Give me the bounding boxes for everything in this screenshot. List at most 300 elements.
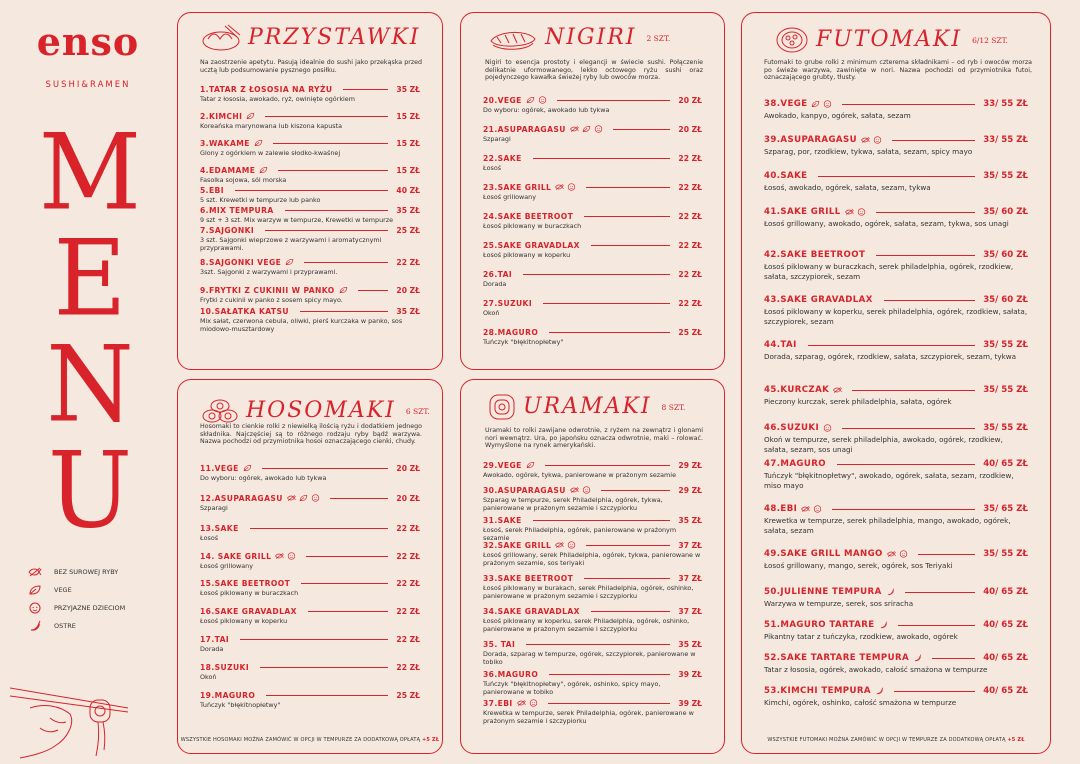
item-name: 5.EBI	[200, 185, 224, 195]
menu-item	[483, 573, 702, 601]
section-hosomaki	[177, 379, 443, 754]
item-name: 21.ASUPARAGASU	[483, 124, 566, 134]
item-price: 35/ 60 ZŁ	[983, 250, 1028, 260]
menu-letter: E	[53, 217, 127, 340]
item-description: Łosoś piklowany w buraczkach, serek philadelphia, ogórek, rzodkiew, sałata, szczypiorek, sezam	[764, 262, 1014, 281]
item-description: Frytki z cukinii w panko z sosem spicy mayo.	[200, 296, 343, 304]
kid-face-icon	[566, 183, 578, 191]
item-description: Łosoś grillowany	[483, 193, 536, 201]
item-price: 40/ 65 ZŁ	[983, 459, 1028, 469]
item-price: 25 ZŁ	[396, 690, 420, 700]
menu-item	[483, 95, 702, 115]
fish-crossed-icon	[28, 566, 54, 578]
leaf-icon	[810, 100, 822, 108]
fish-crossed-icon	[800, 505, 812, 513]
item-icons	[878, 621, 890, 629]
item-price: 35 ZŁ	[678, 639, 702, 649]
menu-item	[483, 515, 702, 543]
menu-item	[483, 669, 702, 697]
item-description: Łosoś, serek Philadelphia, ogórek, panierowane w prażonym sezamie	[483, 526, 677, 542]
item-description: Do wyboru: ogórek, awokado lub tykwa	[483, 106, 610, 114]
legend-label: OSTRE	[54, 622, 76, 630]
kid-face-icon	[822, 424, 834, 432]
item-description: Okoń w tempurze, serek philadelphia, awokado, ogórek, rzodkiew, sałata, sezam, sos unagi	[764, 435, 1003, 454]
item-description: Tuńczyk "błękitnopłetwy", awokado, ogórek, sałata, sezam, rzodkiew, miso mayo	[764, 471, 1014, 490]
kid-face-icon	[566, 541, 578, 549]
item-price: 39 ZŁ	[678, 698, 702, 708]
menu-item	[764, 250, 1028, 281]
item-name: 42.SAKE BEETROOT	[764, 250, 866, 260]
legend-label: VEGE	[54, 586, 72, 594]
item-name: 15.SAKE BEETROOT	[200, 578, 291, 588]
item-price: 20 ZŁ	[396, 285, 420, 295]
price-leader-line	[285, 210, 389, 211]
price-leader-line	[591, 611, 671, 612]
price-leader-line	[260, 667, 388, 668]
price-leader-line	[533, 158, 671, 159]
item-price: 20 ZŁ	[396, 493, 420, 503]
item-icons	[886, 550, 910, 558]
item-description: Łosoś grillowany	[200, 562, 253, 570]
menu-item	[483, 327, 702, 347]
item-price: 35/ 55 ZŁ	[983, 423, 1028, 433]
leaf-icon	[525, 461, 537, 469]
item-icons	[525, 96, 549, 104]
item-description: Łosoś grillowany, mango, serek, ogórek, sos Teriyaki	[764, 561, 953, 570]
item-description: 3 szt. Sajgonki wieprzowe z warzywami i aromatycznymi przyprawami.	[200, 236, 382, 252]
leaf-icon	[298, 494, 310, 502]
footnote-text: WSZYSTKIE HOSOMAKI MOŻNA ZAMÓWIĆ W OPCJI W TEMPURZE ZA DODATKOWĄ OPŁATĄ	[180, 737, 421, 743]
fish-crossed-icon	[886, 550, 898, 558]
item-price: 35/ 60 ZŁ	[983, 207, 1028, 217]
menu-item	[764, 135, 1028, 157]
item-price: 40/ 65 ZŁ	[983, 620, 1028, 630]
item-description: Łosoś piklowany w burakach, serek Philadelphia, ogórek, oshinko, panierowane w prażonym sezamie i szczypiorku	[483, 584, 694, 600]
menu-item	[483, 269, 702, 289]
item-description: Łosoś piklowany w koperku	[200, 617, 288, 625]
fish-crossed-icon	[569, 486, 581, 494]
item-name: 45.KURCZAK	[764, 385, 830, 395]
item-name: 11.VEGE	[200, 463, 239, 473]
kid-face-icon	[812, 505, 824, 513]
price-leader-line	[301, 583, 388, 584]
item-name: 3.WAKAME	[200, 138, 250, 148]
menu-item	[483, 485, 702, 513]
fish-crossed-icon	[554, 183, 566, 191]
item-description: Łosoś piklowany w buraczkach	[200, 589, 299, 597]
menu-item	[200, 463, 420, 483]
menu-item	[764, 171, 1028, 193]
price-leader-line	[266, 695, 388, 696]
item-price: 15 ZŁ	[396, 111, 420, 121]
item-description: Tatar z łososia, awokado, ryż, owinięte ogórkiem	[200, 95, 355, 103]
item-price: 33/ 55 ZŁ	[983, 135, 1028, 145]
item-name: 31.SAKE	[483, 515, 522, 525]
item-name: 10.SAŁATKA KATSU	[200, 306, 289, 316]
price-leader-line	[591, 245, 671, 246]
item-icons	[338, 286, 350, 294]
item-description: Tuńczyk "błękitnopłetwy", ogórek, oshinko, spicy mayo, panierowane w tobiko	[483, 680, 661, 696]
item-name: 48.EBI	[764, 504, 798, 514]
legend-item	[28, 581, 125, 599]
item-price: 22 ZŁ	[396, 578, 420, 588]
item-description: Do wyboru: ogórek, awokado lub tykwa	[200, 474, 327, 482]
item-icons	[844, 208, 868, 216]
section-header	[774, 25, 1008, 55]
menu-item	[764, 340, 1028, 362]
kid-face-icon	[310, 494, 322, 502]
item-price: 22 ZŁ	[678, 298, 702, 308]
price-leader-line	[837, 464, 975, 465]
section-uramaki	[460, 379, 725, 754]
item-icons	[832, 386, 844, 394]
leaf-icon	[525, 96, 537, 104]
menu-item	[764, 620, 1028, 642]
fish-crossed-icon	[554, 541, 566, 549]
price-leader-line	[808, 345, 976, 346]
item-price: 22 ZŁ	[396, 257, 420, 267]
item-price: 37 ZŁ	[678, 540, 702, 550]
item-name: 14. SAKE GRILL	[200, 551, 272, 561]
item-description: Tuńczyk "błękitnopłetwy"	[200, 701, 281, 709]
section-title: HOSOMAKI	[246, 398, 396, 423]
price-leader-line	[543, 303, 670, 304]
item-name: 26.TAI	[483, 269, 513, 279]
price-leader-line	[898, 625, 976, 626]
nigiri-icon	[487, 23, 539, 53]
item-name: 23.SAKE GRILL	[483, 182, 552, 192]
price-leader-line	[265, 230, 388, 231]
item-name: 12.ASUPARAGASU	[200, 493, 283, 503]
section-footnote	[742, 737, 1050, 743]
section-quantity: 2 SZT.	[646, 33, 671, 43]
section-description: Uramaki to rolki zawijane odwrotnie, z ryżem na zewnątrz i glonami nori wewnątrz. Ura, po japońsku oznacza odwrotnie, maki – rolować. Wymyślone na rynek amerykański.	[485, 427, 703, 449]
item-name: 46.SUZUKI	[764, 423, 820, 433]
item-price: 22 ZŁ	[396, 662, 420, 672]
price-leader-line	[523, 274, 670, 275]
price-leader-line	[876, 212, 976, 213]
item-description: Awokado, kanpyo, ogórek, sałata, sezam	[764, 111, 911, 120]
menu-letter: U	[47, 429, 133, 552]
price-leader-line	[265, 116, 388, 117]
price-leader-line	[586, 545, 670, 546]
menu-item	[200, 225, 420, 253]
item-description: Dorada, szparag w tempurze, ogórek, szczypiorek, panierowane w tobiko	[483, 650, 696, 666]
price-leader-line	[549, 674, 670, 675]
uramaki-icon	[487, 392, 517, 422]
menu-item	[764, 587, 1028, 609]
legend-item	[28, 599, 125, 617]
item-price: 35 ZŁ	[396, 84, 420, 94]
price-leader-line	[932, 658, 975, 659]
item-name: 34.SAKE GRAVADLAX	[483, 606, 580, 616]
fish-crossed-icon	[516, 699, 528, 707]
item-price: 37 ZŁ	[678, 573, 702, 583]
item-description: Warzywa w tempurze, serek, sos sriracha	[764, 599, 914, 608]
section-description: Futomaki to grube rolki z minimum czterema składnikami – od ryb i owoców morza po świeże warzywa, zawinięte w nori. Nazwa pochodzi od przymiotnika futoi, oznaczającego grubty, tłusty.	[764, 59, 1032, 81]
price-leader-line	[852, 390, 975, 391]
price-leader-line	[300, 311, 388, 312]
item-price: 22 ZŁ	[678, 211, 702, 221]
menu-item	[764, 653, 1028, 675]
item-description: Awokado, ogórek, tykwa, panierowane w prażonym sezamie	[483, 471, 676, 479]
item-price: 15 ZŁ	[396, 138, 420, 148]
price-leader-line	[884, 300, 975, 301]
item-description: Tuńczyk "błękitnopłetwy"	[483, 338, 564, 346]
menu-item	[764, 549, 1028, 571]
item-description: Łosoś grillowany, awokado, ogórek, sałata, sezam, tykwa, sos unagi	[764, 219, 1009, 228]
item-icons	[860, 136, 884, 144]
item-price: 15 ZŁ	[396, 165, 420, 175]
item-price: 22 ZŁ	[678, 240, 702, 250]
item-description: 5 szt. Krewetki w tempurze lub panko	[200, 196, 321, 204]
menu-item	[200, 185, 420, 205]
kid-face-icon	[872, 136, 884, 144]
item-description: Pieczony kurczak, serek philadelphia, sałata, ogórek	[764, 397, 952, 406]
item-description: Szparag w tempurze, serek Philadelphia, ogórek, tykwa, panierowane w prażonym sezamie i szczypiorku	[483, 496, 663, 512]
item-price: 40/ 65 ZŁ	[983, 653, 1028, 663]
item-price: 37 ZŁ	[678, 606, 702, 616]
item-price: 39 ZŁ	[678, 669, 702, 679]
menu-item	[764, 99, 1028, 121]
chili-icon	[878, 621, 890, 629]
kid-face-icon	[822, 100, 834, 108]
menu-item	[200, 493, 420, 513]
item-description: Fasolka sojowa, sól morska	[200, 176, 287, 184]
section-header	[200, 396, 430, 426]
menu-item	[483, 606, 702, 634]
section-quantity: 8 SZT.	[661, 402, 686, 412]
item-description: 3szt. Sajgonki z warzywami i przyprawami.	[200, 268, 338, 276]
menu-item	[764, 686, 1028, 708]
price-leader-line	[526, 644, 670, 645]
item-price: 33/ 55 ZŁ	[983, 99, 1028, 109]
futomaki-icon	[774, 25, 810, 55]
item-description: Szparagi	[200, 504, 228, 512]
price-leader-line	[557, 100, 671, 101]
item-name: 27.SUZUKI	[483, 298, 533, 308]
chili-icon	[874, 687, 886, 695]
item-icons	[242, 464, 254, 472]
item-price: 29 ZŁ	[678, 485, 702, 495]
price-leader-line	[262, 468, 389, 469]
dumplings-icon	[200, 23, 242, 53]
item-icons	[286, 494, 322, 502]
leaf-icon	[242, 464, 254, 472]
menu-item	[200, 111, 420, 131]
item-price: 22 ZŁ	[678, 153, 702, 163]
section-quantity: 6/12 SZT.	[972, 35, 1008, 45]
item-name: 22.SAKE	[483, 153, 522, 163]
item-description: Łosoś piklowany w koperku	[483, 251, 571, 259]
menu-item	[483, 124, 702, 144]
price-leader-line	[586, 187, 670, 188]
item-icons	[253, 139, 265, 147]
section-title: FUTOMAKI	[816, 27, 963, 52]
item-price: 35/ 65 ZŁ	[983, 504, 1028, 514]
item-description: Szparag, por, rzodkiew, tykwa, sałata, sezam, spicy mayo	[764, 147, 973, 156]
item-name: 18.SUZUKI	[200, 662, 250, 672]
legend	[28, 563, 125, 635]
price-leader-line	[250, 528, 389, 529]
price-leader-line	[601, 490, 671, 491]
chopsticks-illustration	[10, 678, 130, 760]
item-description: Łosoś piklowany w koperku, serek philadelphia, ogórek, rzodkiew, sałata, szczypiorek, sezam	[764, 307, 1028, 326]
menu-item	[483, 639, 702, 667]
fish-crossed-icon	[274, 552, 286, 560]
price-leader-line	[918, 554, 975, 555]
item-price: 35/ 55 ZŁ	[983, 549, 1028, 559]
item-name: 30.ASUPARAGASU	[483, 485, 566, 495]
item-price: 35 ZŁ	[396, 205, 420, 215]
menu-item	[200, 606, 420, 626]
item-name: 19.MAGURO	[200, 690, 256, 700]
item-name: 17.TAI	[200, 634, 230, 644]
section-header	[200, 23, 430, 53]
item-name: 32.SAKE GRILL	[483, 540, 552, 550]
item-description: Glony z ogórkiem w zalewie słodko-kwaśnej	[200, 149, 341, 157]
menu-item	[764, 423, 1028, 454]
legend-item	[28, 563, 125, 581]
menu-item	[200, 165, 420, 185]
item-name: 35. TAI	[483, 639, 516, 649]
item-description: Dorada, szparag, ogórek, rzodkiew, sałata, szczypiorek, sezam, tykwa	[764, 352, 1017, 361]
menu-item	[200, 306, 420, 334]
item-description: 9 szt + 3 szt. Mix warzyw w tempurze, Krewetki w tempurze	[200, 216, 394, 224]
item-name: 40.SAKE	[764, 171, 808, 181]
kid-face-icon	[898, 550, 910, 558]
chili-icon	[912, 654, 924, 662]
item-icons	[525, 461, 537, 469]
kid-face-icon	[593, 125, 605, 133]
price-leader-line	[842, 104, 975, 105]
item-icons	[245, 112, 257, 120]
price-leader-line	[304, 262, 388, 263]
item-name: 29.VEGE	[483, 460, 522, 470]
chili-icon	[885, 588, 897, 596]
item-description: Koreańska marynowana lub kiszona kapusta	[200, 122, 343, 130]
menu-item	[764, 504, 1028, 535]
price-leader-line	[343, 89, 388, 90]
item-price: 20 ZŁ	[678, 124, 702, 134]
price-leader-line	[842, 428, 975, 429]
price-leader-line	[584, 216, 670, 217]
item-price: 20 ZŁ	[678, 95, 702, 105]
item-name: 36.MAGURO	[483, 669, 539, 679]
item-description: Pikantny tatar z tuńczyka, rzodkiew, awokado, ogórek	[764, 632, 958, 641]
item-description: Kimchi, ogórek, oshinko, całość smażona w tempurze	[764, 698, 957, 707]
item-description: Dorada	[200, 645, 224, 653]
price-leader-line	[905, 592, 976, 593]
item-description: Łosoś	[200, 534, 219, 542]
section-header	[487, 392, 685, 422]
footnote-price: +5 ZŁ	[422, 737, 440, 743]
item-icons	[516, 699, 540, 707]
menu-item	[483, 240, 702, 260]
menu-item	[200, 551, 420, 571]
item-icons	[800, 505, 824, 513]
menu-item	[483, 153, 702, 173]
leaf-icon	[253, 139, 265, 147]
menu-item	[200, 285, 420, 305]
section-description: Hosomaki to cienkie rolki z niewielką ilością ryżu i dodatkiem jednego składnika. Najczęściej są to różnego rodzaju ryby bądź warzywa. Nazwa pochodzi od przymiotnika hosoi oznaczającego cienki, chudy.	[200, 423, 422, 445]
menu-item	[483, 460, 702, 480]
brand-block	[28, 19, 148, 90]
menu-item	[483, 698, 702, 726]
price-leader-line	[548, 703, 671, 704]
price-leader-line	[876, 255, 975, 256]
price-leader-line	[533, 520, 671, 521]
item-name: 44.TAI	[764, 340, 797, 350]
item-description: Okoń	[483, 309, 500, 317]
menu-item	[764, 385, 1028, 407]
item-price: 22 ZŁ	[396, 523, 420, 533]
item-name: 53.KIMCHI TEMPURA	[764, 686, 871, 696]
item-price: 22 ZŁ	[396, 634, 420, 644]
menu-item	[764, 295, 1028, 326]
item-description: Łosoś, awokado, ogórek, sałata, sezam, tykwa	[764, 183, 931, 192]
menu-item	[200, 690, 420, 710]
leaf-icon	[338, 286, 350, 294]
item-name: 2.KIMCHI	[200, 111, 243, 121]
leaf-icon	[581, 125, 593, 133]
section-description: Na zaostrzenie apetytu. Pasują idealnie do sushi jako przekąska przed ucztą lub podsumowanie pysznego posiłku.	[200, 59, 422, 74]
item-icons	[822, 424, 834, 432]
menu-item	[200, 578, 420, 598]
chili-icon	[28, 620, 54, 632]
item-icons	[274, 552, 298, 560]
section-header	[487, 23, 670, 53]
kid-face-icon	[28, 602, 54, 614]
leaf-icon	[284, 258, 296, 266]
leaf-icon	[258, 166, 270, 174]
price-leader-line	[240, 639, 388, 640]
item-name: 43.SAKE GRAVADLAX	[764, 295, 873, 305]
item-icons	[885, 588, 897, 596]
item-price: 35 ZŁ	[396, 306, 420, 316]
section-title: URAMAKI	[523, 394, 652, 419]
price-leader-line	[278, 170, 388, 171]
item-price: 40/ 65 ZŁ	[983, 587, 1028, 597]
price-leader-line	[330, 498, 389, 499]
menu-item	[200, 662, 420, 682]
section-futomaki	[741, 12, 1051, 754]
item-price: 22 ZŁ	[678, 269, 702, 279]
hosomaki-icon	[200, 396, 240, 426]
footnote-price: +5 ZŁ	[1007, 737, 1025, 743]
item-name: 20.VEGE	[483, 95, 522, 105]
item-name: 39.ASUPARAGASU	[764, 135, 857, 145]
price-leader-line	[306, 556, 388, 557]
item-name: 24.SAKE BEETROOT	[483, 211, 574, 221]
fish-crossed-icon	[860, 136, 872, 144]
menu-item	[200, 523, 420, 543]
item-price: 22 ZŁ	[396, 606, 420, 616]
menu-item	[200, 205, 420, 225]
fish-crossed-icon	[286, 494, 298, 502]
item-name: 41.SAKE GRILL	[764, 207, 841, 217]
kid-face-icon	[286, 552, 298, 560]
item-name: 51.MAGURO TARTARE	[764, 620, 875, 630]
item-name: 13.SAKE	[200, 523, 239, 533]
legend-item	[28, 617, 125, 635]
kid-face-icon	[856, 208, 868, 216]
menu-item	[200, 138, 420, 158]
price-leader-line	[832, 509, 975, 510]
item-name: 8.SAJGONKI VEGE	[200, 257, 282, 267]
item-icons	[258, 166, 270, 174]
menu-item	[200, 84, 420, 104]
